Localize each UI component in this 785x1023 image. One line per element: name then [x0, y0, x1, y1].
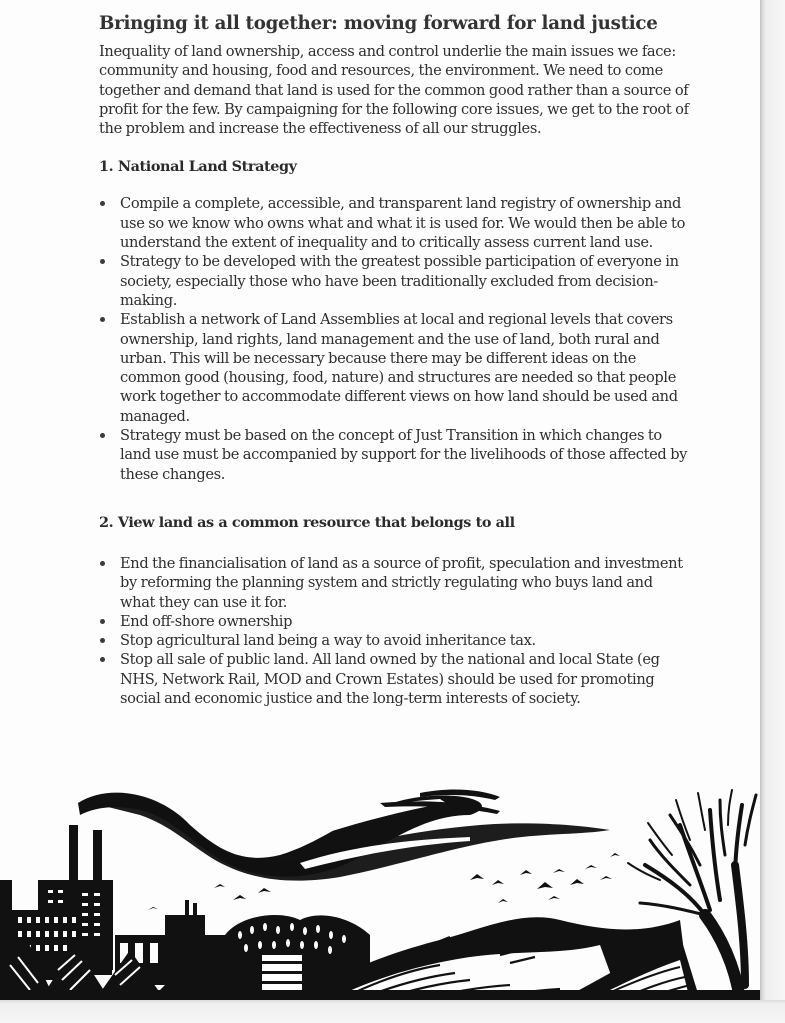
section-2-list	[99, 554, 689, 708]
list-item-text: Compile a complete, accessible, and transparent land registry of ownership and use so we know who owns what and what it is used for. We would then be able to understand the extent of inequality and to critically assess current land use.	[120, 195, 686, 252]
bullet-icon	[100, 619, 105, 624]
bullet-icon	[100, 317, 105, 322]
section-heading-common-resource: 2. View land as a common resource that belongs to all	[99, 513, 515, 531]
bullet-icon	[100, 259, 105, 264]
list-item-text: Stop agricultural land being a way to avoid inheritance tax.	[120, 632, 536, 650]
list-item	[99, 631, 689, 650]
section-heading-national-land-strategy: 1. National Land Strategy	[99, 158, 297, 176]
list-item	[99, 554, 689, 612]
list-item-text: Stop all sale of public land. All land owned by the national and local State (eg NHS, Network Rail, MOD and Crown Estates) should be used for promoting social and economic justice and the long-term interests of society.	[120, 651, 660, 708]
bullet-icon	[100, 433, 105, 438]
woodcut-landscape-illustration	[0, 785, 760, 1000]
page-edge-shadow	[760, 0, 785, 1023]
list-item	[99, 426, 689, 484]
bullet-icon	[100, 638, 105, 643]
list-item	[99, 612, 689, 631]
list-item	[99, 194, 689, 252]
bullet-icon	[100, 201, 105, 206]
page-bottom-margin	[0, 1000, 785, 1023]
page-title: Bringing it all together: moving forward for land justice	[99, 13, 658, 34]
bullet-icon	[100, 561, 105, 566]
section-1-list	[99, 194, 689, 483]
bullet-icon	[100, 657, 105, 662]
list-item	[99, 310, 689, 426]
list-item	[99, 252, 689, 310]
intro-paragraph: Inequality of land ownership, access and control underlie the main issues we face: community and housing, food and resources, the environment. We need to come together and demand that land is used for the common good rather than a source of profit for the few. By campaigning for the following core issues, we get to the root of the problem and increase the effectiveness of all our struggles.	[99, 43, 689, 138]
list-item-text: End off-shore ownership	[120, 612, 293, 630]
list-item-text: End the financialisation of land as a source of profit, speculation and investment by reforming the planning system and strictly regulating who buys land and what they can use it for.	[120, 554, 683, 611]
content-area	[99, 13, 689, 708]
list-item-text: Establish a network of Land Assemblies at local and regional levels that covers ownership, land rights, land management and the use of land, both rural and urban. This will be necessary because there may be different ideas on the common good (housing, food, nature) and structures are needed so that people work together to accommodate different views on how land should be used and managed.	[120, 311, 678, 425]
list-item-text: Strategy must be based on the concept of Just Transition in which changes to land use must be accompanied by support for the livelihoods of those affected by these changes.	[120, 427, 688, 483]
list-item-text: Strategy to be developed with the greatest possible participation of everyone in society, especially those who have been traditionally excluded from decision-making.	[120, 253, 679, 309]
list-item	[99, 650, 689, 708]
